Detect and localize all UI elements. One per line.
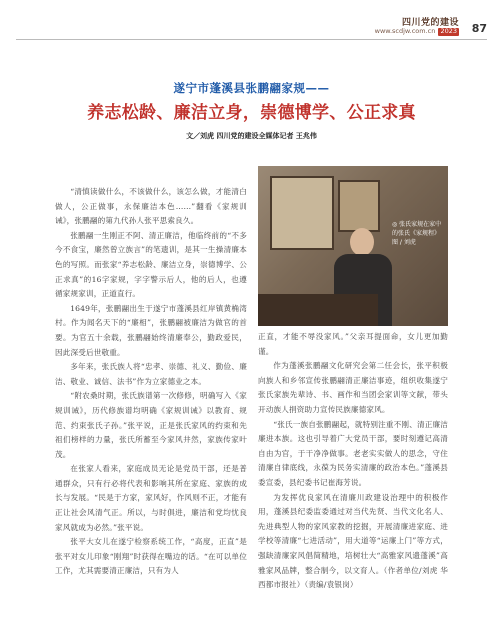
- article-headline: 养志松龄、廉洁立身，崇德博学、公正求真: [87, 103, 416, 123]
- magazine-url-line: [375, 28, 459, 35]
- photo-poster: [270, 176, 334, 250]
- paragraph: 多年来，张氏族人将“忠孝、崇德、礼义、勤俭、廉洁、敬业、诚信、法书”作为立家德业之本。: [55, 362, 247, 386]
- magazine-title: 四川党的建设: [401, 18, 459, 28]
- article-byline: 文／刘虎 四川党的建设全媒体记者 王兆伟: [186, 132, 317, 140]
- photo-poster-small: [338, 180, 380, 232]
- article-left-column: [55, 185, 247, 579]
- article-kicker: 遂宁市蓬溪县张鹏翮家规——: [173, 81, 330, 95]
- header-divider: [16, 39, 487, 40]
- photo-table: [258, 294, 378, 326]
- paragraph: 在张家人看来，家庭成员无论是党员干部，还是普通群众，只有行必将代表和影响其所在家庭、家族的成长与发展。“民是于方家，家风好，作风则不正，才能有正让社会风清气正。所以，与时俱进，廉洁和党均忧良家风就成为必然。”张平说。: [55, 464, 247, 532]
- paragraph: 1649年，张鹏翮出生于遂宁市蓬溪县红岸镇黄桷湾村。作为闻名天下的“廉相”，张鹏翮被廉洁为做官的首要。为官五十余载，张鹏翮始终清廉奉公，勤政爱民，因此深受后世敬重。: [55, 303, 247, 357]
- magazine-url[interactable]: www.scdjw.com.cn: [374, 27, 436, 36]
- article-right-column: [258, 330, 448, 593]
- photo-caption: ◎ 张氏家规在家中的张氏《家规程》图 / 刘虎: [392, 221, 442, 246]
- paragraph: “附农桑时期，张氏族谱第一次修修，明确写入《家规训诫》，历代修族谱均明确《家规训诫》以教育、规范、约束张氏子孙。”张平说，正是张氏家风的约束和先祖们榜样的力量，张氏所蓄至今家风井然，家族传家叶茂。: [55, 391, 247, 459]
- paragraph-continued: 正直，才能不辱没家风。”父亲耳提面命，女儿更加勤谨。: [258, 332, 448, 356]
- paragraph: 张平大女儿在遂宁检察系统工作，“高度，正直”是张平对女儿印象“刚翔”时获得在嘴边的话。“在可以单位工作，尤其需要清正廉洁，只有为人: [55, 537, 247, 576]
- paragraph: 为发挥优良家风在清廉川政建设治理中的积极作用，蓬溪县纪委监委通过对当代先贤、当代文化名人、先进典型人物的家风家教的挖掘，开展清廉进家庭、进学校等清廉“七进活动”，用大道等“运廉上门”等方式，强缺清廉家风倡简精地，培树壮大“高雅家风遗蓬溪”高雅家风品牌，整合制今，以文育人。（作者单位/刘虎 华西都市报社）（责编/袁银岗）: [258, 492, 448, 590]
- page-header: [375, 18, 459, 36]
- paragraph: 作为蓬溪张鹏翮文化研究会第二任会长，张平积极向族人和乡邻宣传张鹏翮清正廉洁事迹，组织收集遂宁张氏家族先辈诗、书、画作和当团会家训等文献，带头开动族人捐资助力宣传民族廉德家风。: [258, 361, 448, 414]
- article-photo: [258, 166, 448, 326]
- paragraph: “张氏一族自张鹏翮起，就特别注重不刚、清正廉洁廉进本族。这也引导着广大党员干部，要时刻遵记高清自由为官，于干净净做事。老老实实做人的思念，守住清廉自律底线，永葆为民务实清廉的政治本色。”蓬溪县委宣委，县纪委书记崔海芳说。: [258, 419, 448, 487]
- paragraph: 张鹏翮一生刚正不阿、清正廉洁，他临终前的“不多今不食宝，廉然曾立族言”的笔遗训，是其一生操清廉本色的写照。而张家“养志松龄、廉洁立身，崇德博学、公正求真”的16字家规，字字警示后人，他的后人，也遵循家规家训，正道直行。: [55, 230, 247, 299]
- paragraph: “清慎读做什么，不该做什么，该怎么做，才能清白做人，公正做事，永保廉洁本色……”翻看《家规训诫》，张鹏翮的第九代孙人张平思索良久。: [55, 187, 247, 226]
- page-number: 87: [471, 22, 487, 35]
- photo-person-head: [350, 228, 374, 256]
- issue-badge: 2023: [440, 27, 457, 36]
